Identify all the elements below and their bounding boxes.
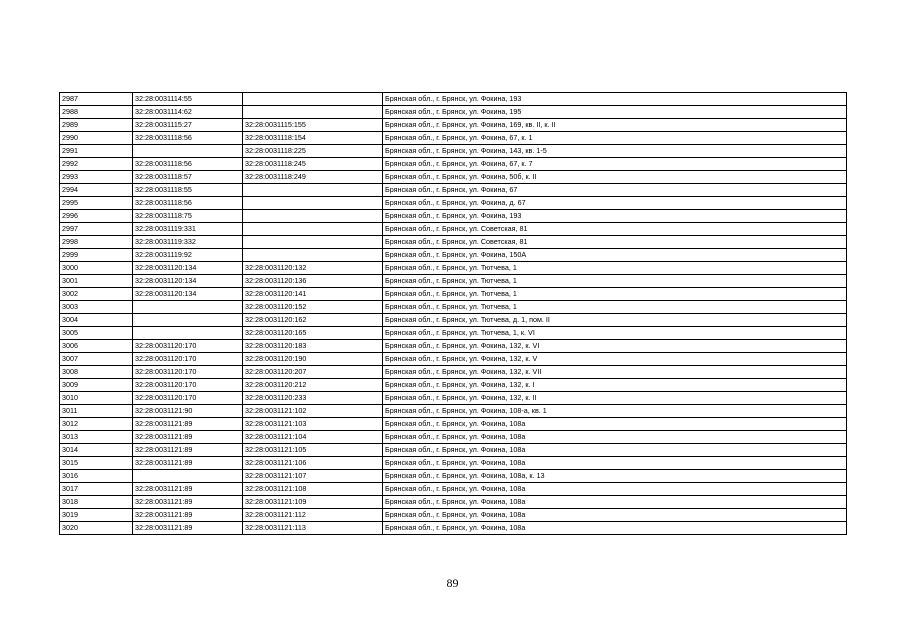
row-number-cell: 3015 xyxy=(60,457,133,470)
table-row xyxy=(60,470,847,483)
premises-number-cell: 32:28:0031121:102 xyxy=(243,405,383,418)
table-row xyxy=(60,288,847,301)
row-number-cell: 3006 xyxy=(60,340,133,353)
address-cell: Брянская обл., г. Брянск, ул. Фокина, 108а xyxy=(383,431,847,444)
table-row xyxy=(60,301,847,314)
address-cell: Брянская обл., г. Брянск, ул. Фокина, 108а xyxy=(383,418,847,431)
cadastral-number-cell: 32:28:0031120:170 xyxy=(133,366,243,379)
table-body xyxy=(60,93,847,535)
cadastral-number-cell: 32:28:0031121:89 xyxy=(133,431,243,444)
address-cell: Брянская обл., г. Брянск, ул. Фокина, 108-а, кв. 1 xyxy=(383,405,847,418)
cadastral-number-cell: 32:28:0031118:56 xyxy=(133,197,243,210)
address-cell: Брянская обл., г. Брянск, ул. Фокина, 150А xyxy=(383,249,847,262)
address-cell: Брянская обл., г. Брянск, ул. Фокина, 108а xyxy=(383,457,847,470)
premises-number-cell: 32:28:0031121:108 xyxy=(243,483,383,496)
address-cell: Брянская обл., г. Брянск, ул. Фокина, 193 xyxy=(383,210,847,223)
cadastral-number-cell: 32:28:0031120:170 xyxy=(133,379,243,392)
address-cell: Брянская обл., г. Брянск, ул. Фокина, 108а xyxy=(383,496,847,509)
cadastral-table xyxy=(59,92,847,535)
cadastral-number-cell: 32:28:0031119:331 xyxy=(133,223,243,236)
premises-number-cell: 32:28:0031118:154 xyxy=(243,132,383,145)
row-number-cell: 2993 xyxy=(60,171,133,184)
premises-number-cell: 32:28:0031120:162 xyxy=(243,314,383,327)
row-number-cell: 2988 xyxy=(60,106,133,119)
address-cell: Брянская обл., г. Брянск, ул. Тютчева, 1 xyxy=(383,301,847,314)
table-row xyxy=(60,262,847,275)
premises-number-cell: 32:28:0031120:165 xyxy=(243,327,383,340)
premises-number-cell xyxy=(243,197,383,210)
cadastral-number-cell: 32:28:0031119:332 xyxy=(133,236,243,249)
address-cell: Брянская обл., г. Брянск, ул. Тютчева, 1 xyxy=(383,262,847,275)
address-cell: Брянская обл., г. Брянск, ул. Фокина, 169, кв. II, к. II xyxy=(383,119,847,132)
row-number-cell: 2992 xyxy=(60,158,133,171)
table-row xyxy=(60,496,847,509)
page-number: 89 xyxy=(446,576,459,590)
premises-number-cell xyxy=(243,249,383,262)
premises-number-cell: 32:28:0031120:141 xyxy=(243,288,383,301)
cadastral-number-cell: 32:28:0031121:89 xyxy=(133,444,243,457)
row-number-cell: 3010 xyxy=(60,392,133,405)
table-row xyxy=(60,275,847,288)
address-cell: Брянская обл., г. Брянск, ул. Фокина, 108а xyxy=(383,509,847,522)
cadastral-number-cell: 32:28:0031118:55 xyxy=(133,184,243,197)
address-cell: Брянская обл., г. Брянск, ул. Фокина, 143, кв. 1-5 xyxy=(383,145,847,158)
row-number-cell: 2998 xyxy=(60,236,133,249)
table-row xyxy=(60,509,847,522)
premises-number-cell: 32:28:0031120:183 xyxy=(243,340,383,353)
premises-number-cell: 32:28:0031121:105 xyxy=(243,444,383,457)
premises-number-cell xyxy=(243,236,383,249)
row-number-cell: 3003 xyxy=(60,301,133,314)
row-number-cell: 2995 xyxy=(60,197,133,210)
row-number-cell: 3020 xyxy=(60,522,133,535)
premises-number-cell xyxy=(243,223,383,236)
premises-number-cell: 32:28:0031121:104 xyxy=(243,431,383,444)
address-cell: Брянская обл., г. Брянск, ул. Фокина, 50б, к. II xyxy=(383,171,847,184)
table-row xyxy=(60,366,847,379)
cadastral-number-cell: 32:28:0031120:170 xyxy=(133,353,243,366)
row-number-cell: 3007 xyxy=(60,353,133,366)
table-row xyxy=(60,171,847,184)
address-cell: Брянская обл., г. Брянск, ул. Фокина, 132, к. VII xyxy=(383,366,847,379)
table-row xyxy=(60,405,847,418)
premises-number-cell xyxy=(243,106,383,119)
table-row xyxy=(60,93,847,106)
premises-number-cell: 32:28:0031121:113 xyxy=(243,522,383,535)
row-number-cell: 3005 xyxy=(60,327,133,340)
address-cell: Брянская обл., г. Брянск, ул. Фокина, 67 xyxy=(383,184,847,197)
premises-number-cell: 32:28:0031121:109 xyxy=(243,496,383,509)
address-cell: Брянская обл., г. Брянск, ул. Фокина, 132, к. II xyxy=(383,392,847,405)
table-row xyxy=(60,522,847,535)
row-number-cell: 3012 xyxy=(60,418,133,431)
table-row xyxy=(60,340,847,353)
address-cell: Брянская обл., г. Брянск, ул. Фокина, д. 67 xyxy=(383,197,847,210)
table-row xyxy=(60,106,847,119)
premises-number-cell: 32:28:0031118:249 xyxy=(243,171,383,184)
row-number-cell: 3000 xyxy=(60,262,133,275)
row-number-cell: 3008 xyxy=(60,366,133,379)
premises-number-cell: 32:28:0031120:233 xyxy=(243,392,383,405)
cadastral-number-cell xyxy=(133,314,243,327)
row-number-cell: 3004 xyxy=(60,314,133,327)
row-number-cell: 2991 xyxy=(60,145,133,158)
premises-number-cell: 32:28:0031120:152 xyxy=(243,301,383,314)
row-number-cell: 2997 xyxy=(60,223,133,236)
premises-number-cell: 32:28:0031115:155 xyxy=(243,119,383,132)
cadastral-number-cell: 32:28:0031118:75 xyxy=(133,210,243,223)
row-number-cell: 2999 xyxy=(60,249,133,262)
premises-number-cell xyxy=(243,210,383,223)
address-cell: Брянская обл., г. Брянск, ул. Фокина, 108а, к. 13 xyxy=(383,470,847,483)
premises-number-cell: 32:28:0031120:136 xyxy=(243,275,383,288)
premises-number-cell xyxy=(243,184,383,197)
cadastral-number-cell: 32:28:0031120:170 xyxy=(133,392,243,405)
cadastral-number-cell: 32:28:0031114:62 xyxy=(133,106,243,119)
table-row xyxy=(60,132,847,145)
table-row xyxy=(60,379,847,392)
premises-number-cell: 32:28:0031121:112 xyxy=(243,509,383,522)
address-cell: Брянская обл., г. Брянск, ул. Фокина, 132, к. VI xyxy=(383,340,847,353)
table-row xyxy=(60,210,847,223)
row-number-cell: 3016 xyxy=(60,470,133,483)
address-cell: Брянская обл., г. Брянск, ул. Фокина, 67, к. 7 xyxy=(383,158,847,171)
address-cell: Брянская обл., г. Брянск, ул. Тютчева, д. 1, пом. II xyxy=(383,314,847,327)
row-number-cell: 2994 xyxy=(60,184,133,197)
address-cell: Брянская обл., г. Брянск, ул. Фокина, 132, к. I xyxy=(383,379,847,392)
premises-number-cell: 32:28:0031121:106 xyxy=(243,457,383,470)
table-row xyxy=(60,236,847,249)
cadastral-number-cell: 32:28:0031121:89 xyxy=(133,418,243,431)
row-number-cell: 3001 xyxy=(60,275,133,288)
cadastral-number-cell: 32:28:0031121:89 xyxy=(133,457,243,470)
address-cell: Брянская обл., г. Брянск, ул. Советская, 81 xyxy=(383,223,847,236)
address-cell: Брянская обл., г. Брянск, ул. Фокина, 193 xyxy=(383,93,847,106)
cadastral-number-cell: 32:28:0031121:89 xyxy=(133,483,243,496)
premises-number-cell: 32:28:0031121:107 xyxy=(243,470,383,483)
address-cell: Брянская обл., г. Брянск, ул. Фокина, 195 xyxy=(383,106,847,119)
address-cell: Брянская обл., г. Брянск, ул. Фокина, 108а xyxy=(383,483,847,496)
table-row xyxy=(60,314,847,327)
premises-number-cell xyxy=(243,93,383,106)
table-row xyxy=(60,457,847,470)
table-row xyxy=(60,483,847,496)
premises-number-cell: 32:28:0031120:207 xyxy=(243,366,383,379)
cadastral-number-cell xyxy=(133,470,243,483)
row-number-cell: 3017 xyxy=(60,483,133,496)
table-row xyxy=(60,184,847,197)
row-number-cell: 2996 xyxy=(60,210,133,223)
premises-number-cell: 32:28:0031120:190 xyxy=(243,353,383,366)
cadastral-number-cell: 32:28:0031120:134 xyxy=(133,275,243,288)
address-cell: Брянская обл., г. Брянск, ул. Фокина, 132, к. V xyxy=(383,353,847,366)
table-row xyxy=(60,431,847,444)
table-row xyxy=(60,119,847,132)
address-cell: Брянская обл., г. Брянск, ул. Тютчева, 1 xyxy=(383,288,847,301)
row-number-cell: 3013 xyxy=(60,431,133,444)
row-number-cell: 2987 xyxy=(60,93,133,106)
cadastral-number-cell xyxy=(133,327,243,340)
table-row xyxy=(60,327,847,340)
cadastral-number-cell: 32:28:0031119:92 xyxy=(133,249,243,262)
table-row xyxy=(60,353,847,366)
row-number-cell: 3019 xyxy=(60,509,133,522)
row-number-cell: 3014 xyxy=(60,444,133,457)
cadastral-number-cell: 32:28:0031120:134 xyxy=(133,288,243,301)
table-row xyxy=(60,444,847,457)
table-row xyxy=(60,418,847,431)
table-row xyxy=(60,145,847,158)
address-cell: Брянская обл., г. Брянск, ул. Тютчева, 1, к. VI xyxy=(383,327,847,340)
address-cell: Брянская обл., г. Брянск, ул. Советская, 81 xyxy=(383,236,847,249)
table-row xyxy=(60,392,847,405)
row-number-cell: 3002 xyxy=(60,288,133,301)
premises-number-cell: 32:28:0031121:103 xyxy=(243,418,383,431)
premises-number-cell: 32:28:0031118:245 xyxy=(243,158,383,171)
cadastral-number-cell: 32:28:0031121:89 xyxy=(133,522,243,535)
premises-number-cell: 32:28:0031120:212 xyxy=(243,379,383,392)
row-number-cell: 2989 xyxy=(60,119,133,132)
cadastral-number-cell: 32:28:0031118:56 xyxy=(133,158,243,171)
premises-number-cell: 32:28:0031120:132 xyxy=(243,262,383,275)
cadastral-number-cell xyxy=(133,301,243,314)
row-number-cell: 2990 xyxy=(60,132,133,145)
row-number-cell: 3011 xyxy=(60,405,133,418)
cadastral-number-cell: 32:28:0031121:90 xyxy=(133,405,243,418)
cadastral-number-cell: 32:28:0031121:89 xyxy=(133,496,243,509)
cadastral-number-cell xyxy=(133,145,243,158)
address-cell: Брянская обл., г. Брянск, ул. Фокина, 108а xyxy=(383,444,847,457)
cadastral-number-cell: 32:28:0031115:27 xyxy=(133,119,243,132)
cadastral-number-cell: 32:28:0031121:89 xyxy=(133,509,243,522)
cadastral-number-cell: 32:28:0031118:56 xyxy=(133,132,243,145)
cadastral-number-cell: 32:28:0031114:55 xyxy=(133,93,243,106)
address-cell: Брянская обл., г. Брянск, ул. Фокина, 67, к. 1 xyxy=(383,132,847,145)
table-row xyxy=(60,223,847,236)
cadastral-number-cell: 32:28:0031120:134 xyxy=(133,262,243,275)
premises-number-cell: 32:28:0031118:225 xyxy=(243,145,383,158)
cadastral-number-cell: 32:28:0031118:57 xyxy=(133,171,243,184)
address-cell: Брянская обл., г. Брянск, ул. Фокина, 108а xyxy=(383,522,847,535)
address-cell: Брянская обл., г. Брянск, ул. Тютчева, 1 xyxy=(383,275,847,288)
table-row xyxy=(60,249,847,262)
row-number-cell: 3009 xyxy=(60,379,133,392)
table-row xyxy=(60,158,847,171)
cadastral-number-cell: 32:28:0031120:170 xyxy=(133,340,243,353)
table-row xyxy=(60,197,847,210)
row-number-cell: 3018 xyxy=(60,496,133,509)
